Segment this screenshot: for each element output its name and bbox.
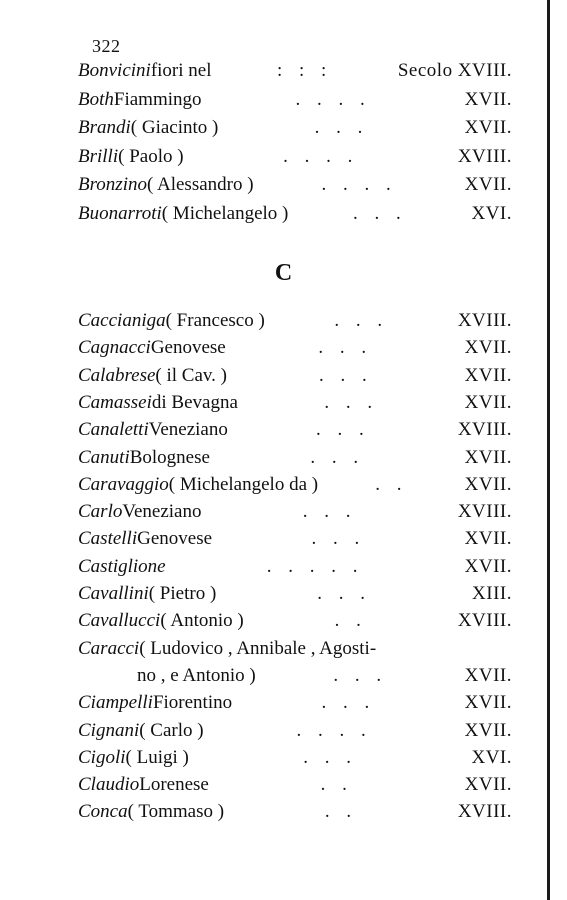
index-entry <box>78 747 512 775</box>
entry-century: XVII. <box>464 88 512 110</box>
entry-name: Castelli <box>78 528 138 550</box>
entry-description: Veneziano <box>122 501 202 523</box>
entry-century: XVII. <box>464 555 512 577</box>
entry-name: Cagnacci <box>78 337 151 359</box>
entry-century: XVII. <box>464 446 512 468</box>
leader-dots: . . . <box>318 364 373 386</box>
section-letter: C <box>274 260 293 286</box>
index-entry <box>78 720 512 748</box>
index-entry <box>78 447 512 475</box>
index-entry <box>78 419 512 447</box>
entry-century: XVIII. <box>457 419 512 441</box>
entry-name: Cigoli <box>78 746 126 768</box>
leader-dots: . . <box>375 473 408 495</box>
leader-dots: . . . <box>317 583 372 604</box>
entry-century: XVII. <box>464 364 512 386</box>
entry-name: Castiglione <box>78 555 166 577</box>
leader-dots: . . . <box>303 746 358 768</box>
index-entry <box>78 146 512 174</box>
entry-century: XVII. <box>464 664 512 686</box>
entry-name: Bronzino <box>78 174 147 195</box>
index-entry <box>78 528 512 556</box>
entry-name: Conca <box>78 801 128 823</box>
index-entry <box>78 583 512 611</box>
entry-century: XVII. <box>464 337 512 359</box>
leader-dots: . . . <box>318 337 373 359</box>
entry-description: Veneziano <box>148 419 228 441</box>
index-entry <box>78 610 512 638</box>
index-entry <box>78 638 512 666</box>
index-entry <box>78 310 512 338</box>
leader-dots: . . . <box>353 202 407 224</box>
leader-dots: . . . . <box>295 88 371 110</box>
entry-name: Carlo <box>78 501 123 523</box>
entry-century: XVI. <box>471 202 512 224</box>
entry-name: Caracci <box>78 637 140 659</box>
entry-description: ( Paolo ) <box>118 145 184 167</box>
leader-dots: . . . <box>333 664 388 686</box>
leader-dots: . . . <box>334 310 389 331</box>
entry-name: Caccianiga <box>78 310 166 331</box>
entry-name: Cavallucci <box>78 610 161 632</box>
entry-description: ( Carlo ) <box>139 719 204 741</box>
index-entry <box>78 801 512 829</box>
leader-dots: . . <box>320 774 353 796</box>
entry-name: Ciampelli <box>78 692 153 714</box>
leader-dots: . . . . <box>283 145 359 167</box>
entry-name: Canaletti <box>78 419 149 441</box>
entry-description: ( Francesco ) <box>165 310 265 331</box>
entry-name: Calabrese <box>78 364 156 386</box>
entry-century: XVIII. <box>457 610 512 632</box>
entry-description: Genovese <box>150 337 226 359</box>
index-entry <box>78 174 512 202</box>
entry-name: Camassei <box>78 391 152 413</box>
page-number: 322 <box>92 36 121 56</box>
entry-name: Cavallini <box>78 583 149 604</box>
index-entry <box>78 203 512 231</box>
entry-description: ( Pietro ) <box>148 583 217 604</box>
entry-description: ( Antonio ) <box>160 610 244 632</box>
index-entry <box>78 774 512 802</box>
entry-century: XVII. <box>464 692 512 714</box>
entry-century: XVIII. <box>457 145 512 167</box>
leader-dots: . . . . <box>296 719 372 741</box>
entry-century: XVIII. <box>457 501 512 523</box>
index-entry <box>78 556 512 584</box>
entry-description: ( Giacinto ) <box>130 117 219 138</box>
entry-century: XVII. <box>464 174 512 195</box>
entry-century: XVII. <box>464 719 512 741</box>
index-entry <box>78 365 512 393</box>
leader-dots: . . . <box>315 419 370 441</box>
leader-dots: : : : <box>277 60 333 81</box>
entry-description: Genovese <box>137 528 213 550</box>
entry-century: XVIII. <box>457 801 512 823</box>
entry-century: Secolo XVIII. <box>397 60 512 81</box>
leader-dots: . . . <box>321 692 376 714</box>
entry-description: di Bevagna <box>151 391 238 413</box>
entry-century: XVII. <box>464 528 512 550</box>
leader-dots: . . . . <box>321 174 397 195</box>
entry-name: Canuti <box>78 446 130 468</box>
index-entry <box>78 501 512 529</box>
index-entry <box>137 665 512 693</box>
entry-name: Buonarroti <box>78 202 162 224</box>
entry-description: fiori nel <box>150 60 212 81</box>
entry-name: Brilli <box>78 145 119 167</box>
entry-description: no , e Antonio ) <box>137 664 256 686</box>
index-entry <box>78 117 512 145</box>
entry-century: XVIII. <box>457 310 512 331</box>
entry-name: Brandi <box>78 117 131 138</box>
entry-description: ( Tommaso ) <box>127 801 225 823</box>
entry-century: XIII. <box>472 583 512 604</box>
entry-name: Caravaggio <box>78 473 169 495</box>
entry-description: ( Alessandro ) <box>146 174 254 195</box>
leader-dots: . . . <box>302 501 357 523</box>
entry-name: Claudio <box>78 774 140 796</box>
leader-dots: . . . . . <box>266 555 364 577</box>
entry-description: Fiorentino <box>152 692 233 714</box>
entry-name: Cignani <box>78 719 140 741</box>
leader-dots: . . . <box>324 391 379 413</box>
leader-dots: . . . <box>314 117 369 138</box>
leader-dots: . . <box>334 610 367 632</box>
entry-description: Bolognese <box>129 446 210 468</box>
entry-century: XVII. <box>464 391 512 413</box>
index-entry <box>78 89 512 117</box>
entry-century: XVII. <box>464 473 512 495</box>
entry-name: Both <box>78 88 114 110</box>
entry-description: Fiammingo <box>113 88 202 110</box>
entry-century: XVI. <box>471 746 512 768</box>
index-entry <box>78 337 512 365</box>
leader-dots: . . . <box>310 446 365 468</box>
entry-description: ( Michelangelo ) <box>161 202 289 224</box>
entry-century: XVII. <box>464 774 512 796</box>
index-entry <box>78 474 512 502</box>
entry-description: ( Ludovico , Annibale , Agosti- <box>139 637 377 659</box>
entry-description: ( Michelangelo da ) <box>168 473 319 495</box>
leader-dots: . . <box>324 801 358 823</box>
entry-century: XVII. <box>464 117 512 138</box>
entry-description: ( il Cav. ) <box>155 364 227 386</box>
leader-dots: . . . <box>311 528 366 550</box>
index-entry <box>78 692 512 720</box>
index-entry <box>78 392 512 420</box>
entry-description: Lorenese <box>139 774 209 796</box>
entry-description: ( Luigi ) <box>125 746 189 768</box>
entry-name: Bonvicini <box>78 60 151 81</box>
index-entry <box>78 60 512 88</box>
